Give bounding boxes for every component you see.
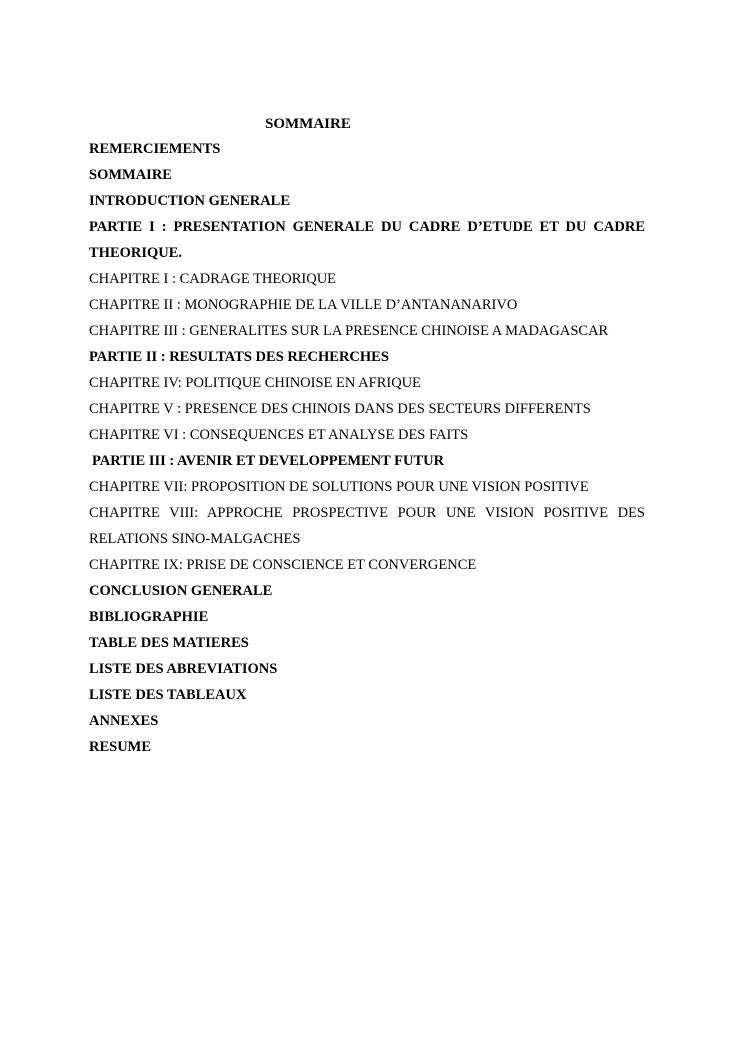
toc-entry: CHAPITRE IX: PRISE DE CONSCIENCE ET CONVERGENCE xyxy=(89,557,477,573)
toc-entry: BIBLIOGRAPHIE xyxy=(89,609,209,625)
toc-entry: REMERCIEMENTS xyxy=(89,141,221,157)
toc-entry: THEORIQUE. xyxy=(89,245,183,261)
toc-entry: RELATIONS SINO-MALGACHES xyxy=(89,531,301,547)
toc-entry: RESUME xyxy=(89,739,152,755)
toc-entry: INTRODUCTION GENERALE xyxy=(89,193,291,209)
toc-entry: CONCLUSION GENERALE xyxy=(89,583,273,599)
toc-entry: CHAPITRE V : PRESENCE DES CHINOIS DANS DES SECTEURS DIFFERENTS xyxy=(89,401,591,417)
toc-entry: CHAPITRE II : MONOGRAPHIE DE LA VILLE D’ANTANANARIVO xyxy=(89,297,518,313)
toc-entry: CHAPITRE III : GENERALITES SUR LA PRESENCE CHINOISE A MADAGASCAR xyxy=(89,323,609,339)
toc-entry: CHAPITRE VII: PROPOSITION DE SOLUTIONS POUR UNE VISION POSITIVE xyxy=(89,479,589,495)
toc-entry: LISTE DES ABREVIATIONS xyxy=(89,661,278,677)
toc-entry: LISTE DES TABLEAUX xyxy=(89,687,247,703)
toc-entry: PARTIE I : PRESENTATION GENERALE DU CADRE D’ETUDE ET DU CADRE xyxy=(89,219,645,235)
toc-entry: CHAPITRE VIII: APPROCHE PROSPECTIVE POUR UNE VISION POSITIVE DES xyxy=(89,505,645,521)
toc-entry: CHAPITRE IV: POLITIQUE CHINOISE EN AFRIQUE xyxy=(89,375,422,391)
toc-entry: CHAPITRE I : CADRAGE THEORIQUE xyxy=(89,271,337,287)
toc-entry: ANNEXES xyxy=(89,713,159,729)
table-of-contents xyxy=(89,139,645,763)
toc-entry: TABLE DES MATIERES xyxy=(89,635,249,651)
toc-entry: SOMMAIRE xyxy=(89,167,172,183)
toc-entry: PARTIE III : AVENIR ET DEVELOPPEMENT FUTUR xyxy=(92,453,445,469)
page-title: SOMMAIRE xyxy=(265,116,351,132)
toc-entry: CHAPITRE VI : CONSEQUENCES ET ANALYSE DES FAITS xyxy=(89,427,469,443)
toc-entry: PARTIE II : RESULTATS DES RECHERCHES xyxy=(89,349,389,365)
